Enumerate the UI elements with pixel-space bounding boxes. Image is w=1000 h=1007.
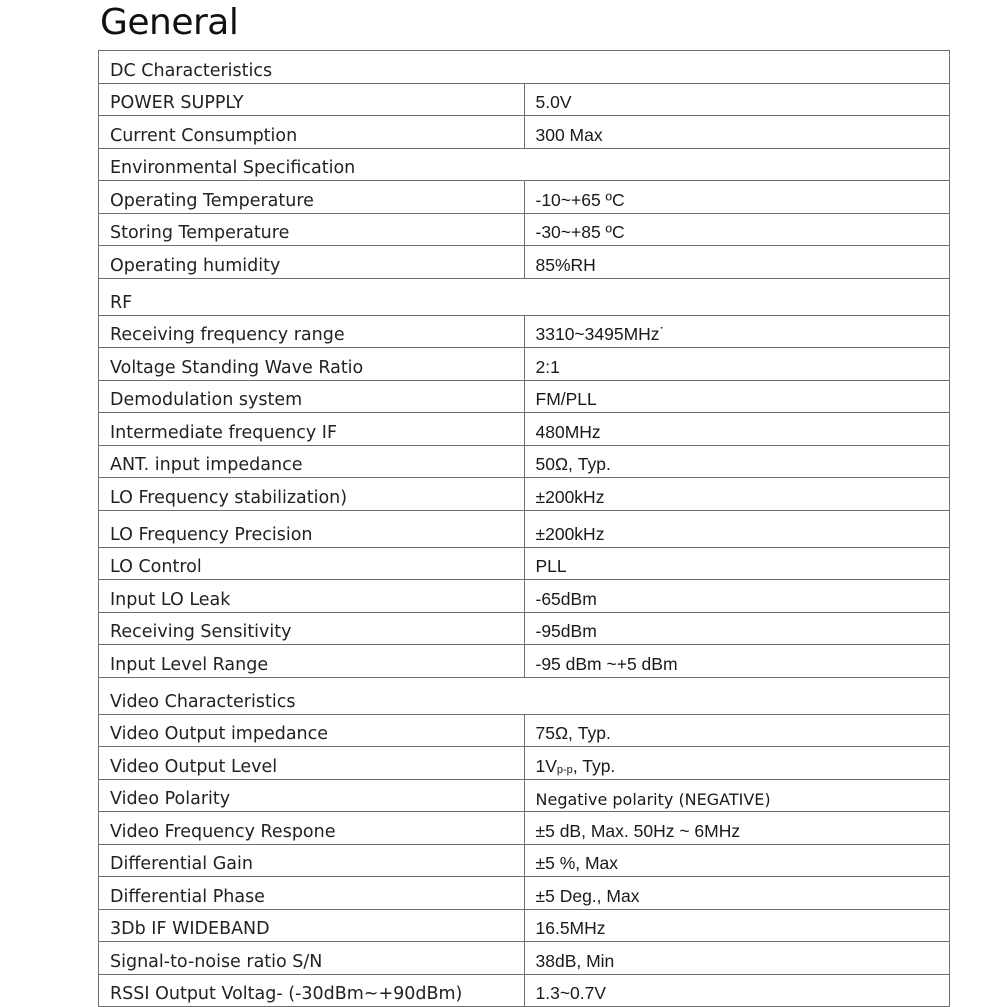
value-subscript: p-p [556, 763, 573, 776]
table-row [99, 747, 950, 780]
spec-label: Video Frequency Respone [99, 812, 525, 845]
spec-value: ±5 %, Max [524, 844, 950, 877]
spec-value: 300 Max [524, 116, 950, 149]
spec-value: -95dBm [524, 612, 950, 645]
spec-label: Receiving Sensitivity [99, 612, 525, 645]
table-row [99, 246, 950, 279]
value-tail: , Typ. [572, 755, 616, 776]
spec-label: Video Output Level [99, 747, 525, 780]
section-row-environmental [99, 148, 950, 181]
section-header: DC Characteristics [99, 51, 950, 84]
spec-label: Intermediate frequency IF [99, 413, 525, 446]
spec-label: POWER SUPPLY [99, 83, 525, 116]
page-title: General [100, 2, 239, 43]
spec-value: 1.3~0.7V [524, 974, 950, 1007]
value-main: 1V [535, 755, 557, 776]
table-row [99, 116, 950, 149]
section-header: Video Characteristics [99, 677, 950, 714]
spec-label: Video Output impedance [99, 714, 525, 747]
spec-value: PLL [524, 547, 950, 580]
spec-value: -30~+85 ºC [524, 213, 950, 246]
spec-value: 85%RH [524, 246, 950, 279]
spec-value: ±200kHz [524, 510, 950, 547]
section-row-rf [99, 278, 950, 315]
spec-label: Storing Temperature [99, 213, 525, 246]
table-row [99, 181, 950, 214]
spec-label: 3Db IF WIDEBAND [99, 909, 525, 942]
spec-value: ±5 dB, Max. 50Hz ~ 6MHz [524, 812, 950, 845]
spec-value: -65dBm [524, 580, 950, 613]
spec-label: Operating Temperature [99, 181, 525, 214]
spec-label: RSSI Output Voltag- (-30dBm~+90dBm) [99, 974, 525, 1007]
table-row [99, 909, 950, 942]
spec-value: 75Ω, Typ. [524, 714, 950, 747]
table-row [99, 213, 950, 246]
spec-label: Differential Phase [99, 877, 525, 910]
table-row [99, 942, 950, 975]
spec-value: 480MHz [524, 413, 950, 446]
spec-value: ±5 Deg., Max [524, 877, 950, 910]
spec-label: Video Polarity [99, 779, 525, 812]
table-row [99, 445, 950, 478]
table-row [99, 315, 950, 348]
spec-label: Input Level Range [99, 645, 525, 678]
table-row [99, 348, 950, 381]
spec-label: Operating humidity [99, 246, 525, 279]
table-row [99, 413, 950, 446]
spec-label: LO Frequency stabilization) [99, 478, 525, 511]
spec-label: Differential Gain [99, 844, 525, 877]
spec-label: Signal-to-noise ratio S/N [99, 942, 525, 975]
spec-label: LO Control [99, 547, 525, 580]
spec-value: 50Ω, Typ. [524, 445, 950, 478]
spec-label: ANT. input impedance [99, 445, 525, 478]
spec-label: Voltage Standing Wave Ratio [99, 348, 525, 381]
table-row [99, 612, 950, 645]
spec-value: 16.5MHz [524, 909, 950, 942]
table-row [99, 974, 950, 1007]
table-row [99, 580, 950, 613]
spec-value: 38dB, Min [524, 942, 950, 975]
spec-table [98, 50, 950, 1007]
spec-value [524, 747, 950, 780]
section-header: RF [99, 278, 950, 315]
table-row [99, 510, 950, 547]
spec-value: 2:1 [524, 348, 950, 381]
section-row-dc [99, 51, 950, 84]
spec-value: ±200kHz [524, 478, 950, 511]
table-row [99, 83, 950, 116]
spec-value: 3310~3495MHz˙ [524, 315, 950, 348]
spec-label: Demodulation system [99, 380, 525, 413]
table-row [99, 779, 950, 812]
table-row [99, 645, 950, 678]
spec-label: Input LO Leak [99, 580, 525, 613]
table-row [99, 714, 950, 747]
spec-label: Current Consumption [99, 116, 525, 149]
spec-value: Negative polarity (NEGATIVE) [524, 779, 950, 812]
section-header: Environmental Specification [99, 148, 950, 181]
spec-value: -10~+65 ºC [524, 181, 950, 214]
spec-label: Receiving frequency range [99, 315, 525, 348]
table-row [99, 547, 950, 580]
table-row [99, 812, 950, 845]
table-row [99, 380, 950, 413]
table-row [99, 877, 950, 910]
spec-value: 5.0V [524, 83, 950, 116]
section-row-video [99, 677, 950, 714]
table-row [99, 844, 950, 877]
spec-value: -95 dBm ~+5 dBm [524, 645, 950, 678]
spec-value: FM/PLL [524, 380, 950, 413]
spec-label: LO Frequency Precision [99, 510, 525, 547]
table-row [99, 478, 950, 511]
